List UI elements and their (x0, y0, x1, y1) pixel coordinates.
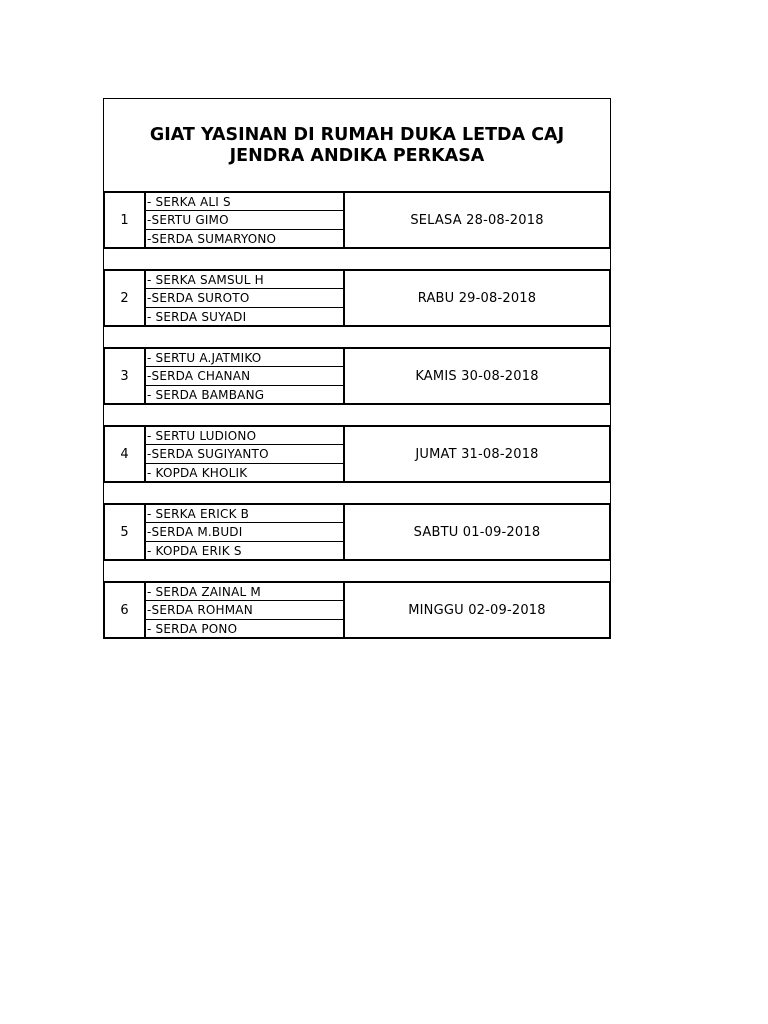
title-line-2: JENDRA ANDIKA PERKASA (229, 146, 485, 166)
group-row (103, 425, 611, 483)
member-name: -SERDA CHANAN (146, 366, 343, 384)
member-name: - SERKA ALI S (147, 195, 231, 209)
group-number: 6 (105, 583, 146, 637)
member-name: -SERDA ROHMAN (146, 600, 343, 618)
member-name: - SERDA PONO (146, 619, 343, 637)
member-name: - SERDA BAMBANG (146, 385, 343, 403)
group-number: 3 (105, 349, 146, 403)
row-spacer (103, 327, 611, 347)
group-row (103, 269, 611, 327)
member-name: - SERTU LUDIONO (147, 429, 257, 443)
group-day: SELASA 28-08-2018 (410, 212, 544, 228)
member-name: -SERDA SUROTO (146, 288, 343, 306)
sheet-title (103, 98, 611, 191)
group-day: SABTU 01-09-2018 (413, 524, 541, 540)
member-name: - SERKA SAMSUL H (147, 273, 264, 287)
group-day: JUMAT 31-08-2018 (415, 446, 539, 462)
member-name: -SERTU GIMO (146, 210, 343, 228)
title-line-1: GIAT YASINAN DI RUMAH DUKA LETDA CAJ (149, 125, 565, 145)
group-names (146, 583, 345, 637)
group-names (146, 193, 345, 247)
member-name: - KOPDA KHOLIK (146, 463, 343, 481)
group-names (146, 349, 345, 403)
row-spacer (103, 249, 611, 269)
group-names (146, 271, 345, 325)
member-name: - KOPDA ERIK S (146, 541, 343, 559)
group-number: 2 (105, 271, 146, 325)
group-names (146, 427, 345, 481)
member-name: - SERTU A.JATMIKO (147, 351, 262, 365)
group-row (103, 503, 611, 561)
member-name: - SERDA ZAINAL M (147, 585, 261, 599)
member-name: -SERDA M.BUDI (146, 522, 343, 540)
member-name: - SERDA SUYADI (146, 307, 343, 325)
schedule-sheet (103, 98, 611, 639)
group-day: KAMIS 30-08-2018 (415, 368, 539, 384)
member-name: -SERDA SUGIYANTO (146, 444, 343, 462)
group-row (103, 581, 611, 639)
group-day: MINGGU 02-09-2018 (408, 602, 546, 618)
group-number: 5 (105, 505, 146, 559)
group-day: RABU 29-08-2018 (417, 290, 537, 306)
group-number: 4 (105, 427, 146, 481)
group-row (103, 191, 611, 249)
row-spacer (103, 561, 611, 581)
row-spacer (103, 405, 611, 425)
row-spacer (103, 483, 611, 503)
group-row (103, 347, 611, 405)
member-name: -SERDA SUMARYONO (146, 229, 343, 247)
group-names (146, 505, 345, 559)
group-number: 1 (105, 193, 146, 247)
member-name: - SERKA ERICK B (147, 507, 250, 521)
